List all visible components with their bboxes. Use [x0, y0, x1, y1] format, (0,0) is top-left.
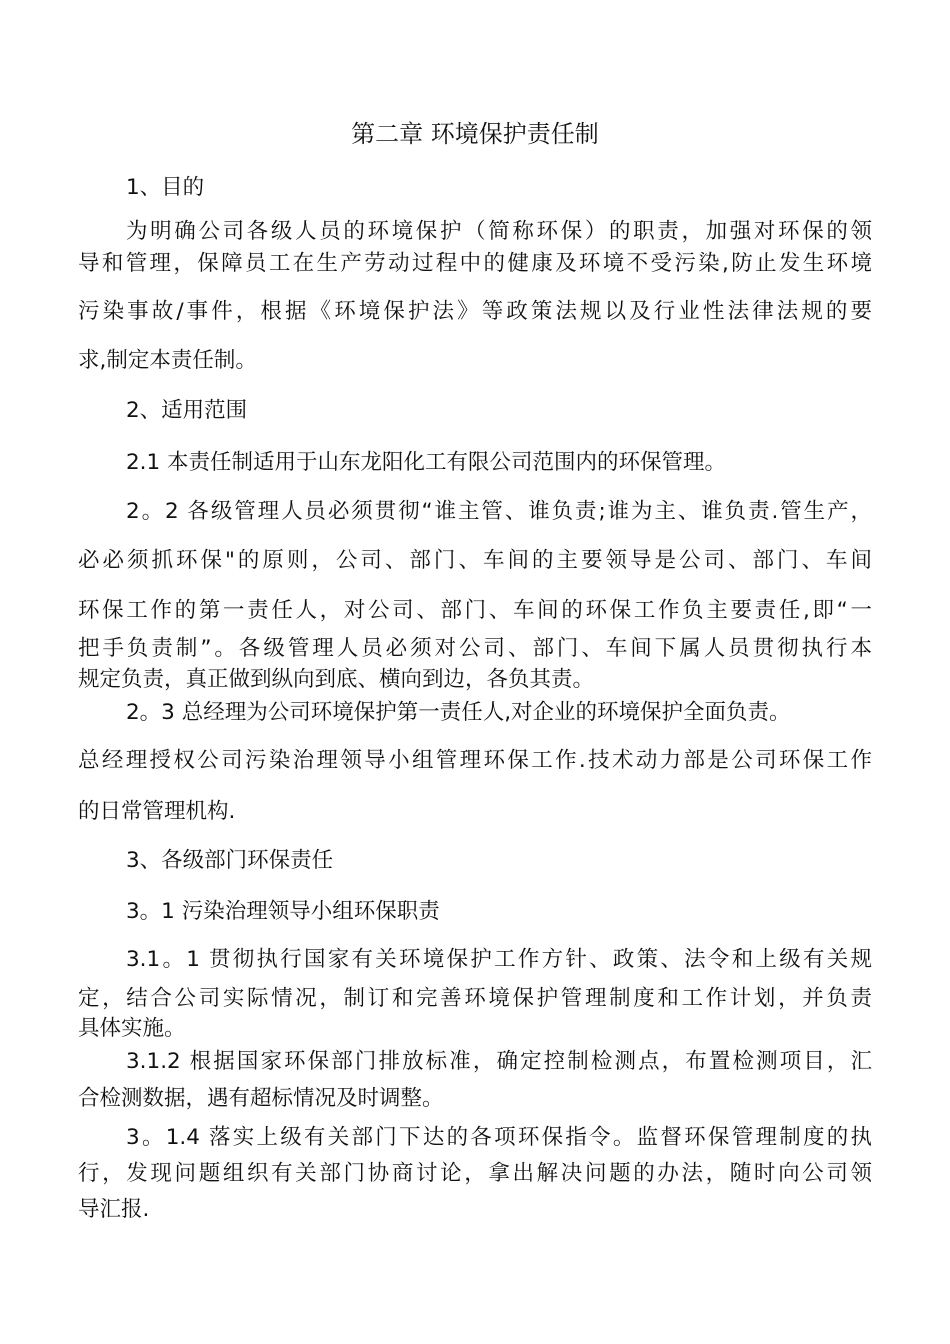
paragraph-line: 污染事故/事件，根据《环境保护法》等政策法规以及行业性法律法规的要: [78, 299, 872, 324]
paragraph-line: 2。3 总经理为公司环境保护第一责任人,对企业的环境保护全面负责。: [126, 700, 791, 725]
paragraph-line: 3。1.4 落实上级有关部门下达的各项环保指令。监督环保管理制度的执: [126, 1125, 872, 1150]
paragraph-line: 2。2 各级管理人员必须贯彻“谁主管、谁负责;谁为主、谁负责.管生产，: [126, 499, 872, 524]
paragraph-line: 求,制定本责任制。: [78, 348, 257, 373]
paragraph-line: 行，发现问题组织有关部门协商讨论，拿出解决问题的办法，随时向公司领: [78, 1161, 872, 1186]
paragraph-line: 3.1.2 根据国家环保部门排放标准，确定控制检测点，布置检测项目，汇: [126, 1049, 872, 1074]
paragraph-line: 合检测数据，遇有超标情况及时调整。: [78, 1086, 444, 1111]
paragraph-line: 导汇报.: [78, 1197, 150, 1222]
subheading-3-1: 3。1 污染治理领导小组环保职责: [126, 899, 440, 924]
heading-responsibilities: 3、各级部门环保责任: [126, 848, 334, 873]
paragraph-line: 2.1 本责任制适用于山东龙阳化工有限公司范围内的环保管理。: [126, 450, 727, 475]
chapter-title: 第二章 环境保护责任制: [351, 120, 599, 148]
paragraph-line: 必必须抓环保"的原则，公司、部门、车间的主要领导是公司、部门、车间: [78, 548, 872, 573]
paragraph-line: 把手负责制”。各级管理人员必须对公司、部门、车间下属人员贯彻执行本: [78, 636, 872, 661]
heading-purpose: 1、目的: [126, 175, 205, 200]
paragraph-line: 定，结合公司实际情况，制订和完善环境保护管理制度和工作计划，并负责: [78, 986, 872, 1011]
paragraph-line: 总经理授权公司污染治理领导小组管理环保工作.技术动力部是公司环保工作: [78, 748, 872, 773]
heading-scope: 2、适用范围: [126, 398, 248, 423]
paragraph-line: 环保工作的第一责任人，对公司、部门、车间的环保工作负主要责任,即“一: [78, 598, 872, 623]
paragraph-line: 为明确公司各级人员的环境保护（简称环保）的职责，加强对环保的领: [126, 219, 872, 244]
paragraph-line: 导和管理，保障员工在生产劳动过程中的健康及环境不受污染,防止发生环境: [78, 251, 872, 276]
paragraph-line: 的日常管理机构.: [78, 799, 236, 824]
paragraph-line: 具体实施。: [78, 1016, 186, 1041]
paragraph-line: 3.1。1 贯彻执行国家有关环境保护工作方针、政策、法令和上级有关规: [126, 947, 872, 972]
paragraph-line: 规定负责，真正做到纵向到底、横向到边，各负其责。: [78, 667, 595, 692]
